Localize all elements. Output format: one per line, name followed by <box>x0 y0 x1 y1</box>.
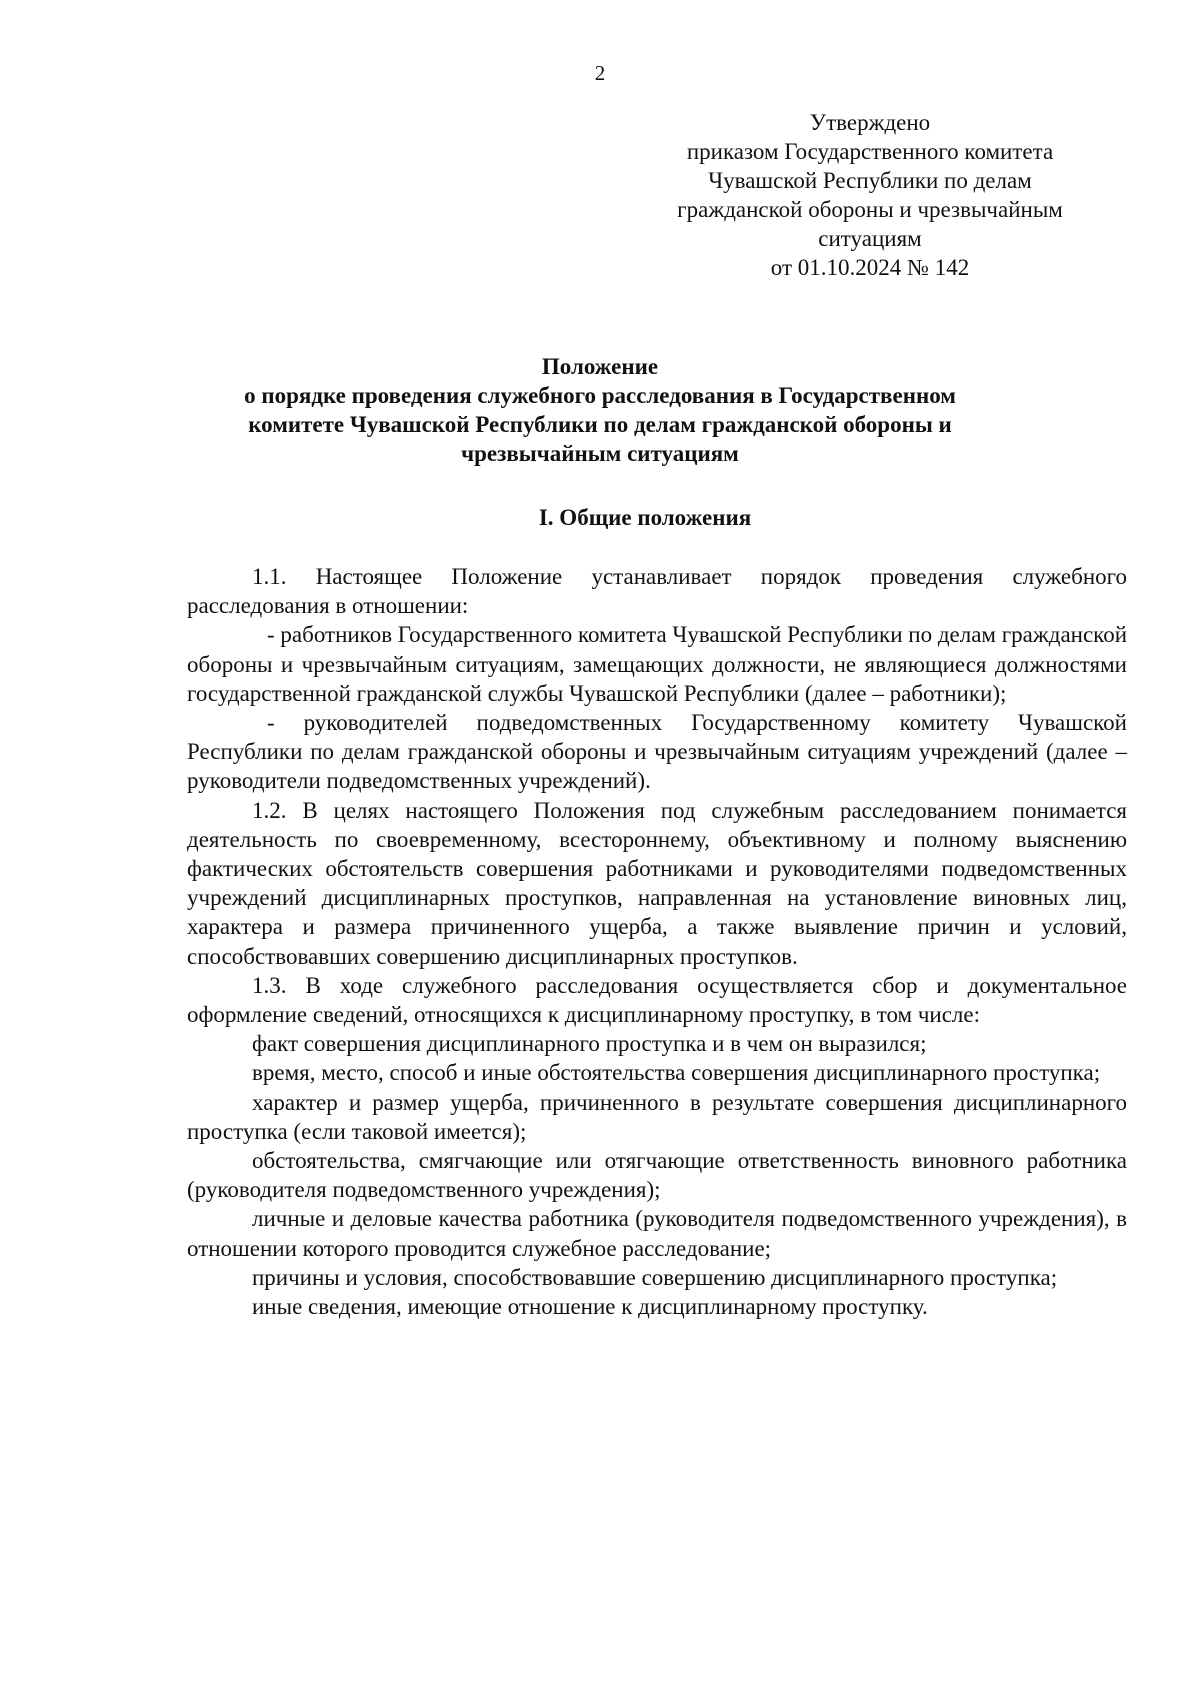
list-item: иные сведения, имеющие отношение к дисциплинарному проступку. <box>252 1294 928 1320</box>
title-line: Положение <box>541 354 659 379</box>
list-item: причины и условия, способствовавшие совершению дисциплинарного проступка; <box>252 1264 1058 1290</box>
list-item: обстоятельства, смягчающие или отягчающие ответственность виновного работника (руководителя подведомственного учреждения); <box>187 1148 1127 1203</box>
approval-stamp-block <box>640 108 1100 282</box>
list-item: характер и размер ущерба, причиненного в результате совершения дисциплинарного проступка (если таковой имеется); <box>187 1089 1127 1144</box>
approval-line: Утверждено <box>809 110 931 135</box>
approval-line: Чувашской Республики по делам <box>708 168 1032 193</box>
approval-line: приказом Государственного комитета <box>686 139 1054 164</box>
approval-line: ситуациям <box>818 226 922 251</box>
list-item: факт совершения дисциплинарного проступка и в чем он выразился; <box>252 1031 927 1057</box>
list-item-workers: - работников Государственного комитета Чувашской Республики по делам гражданской обороны и чрезвычайным ситуациям, замещающих должности, не являющиеся должностями государственной гражданской службы Чувашской Республики (далее – работники); <box>187 622 1127 706</box>
paragraph-1-2: 1.2. В целях настоящего Положения под служебным расследованием понимается деятельность по своевременному, всестороннему, объективному и полному выяснению фактических обстоятельств совершения работниками и руководителями подведомственных учреждений дисциплинарных проступков, направленная на установление виновных лиц, характера и размера причиненного ущерба, а также выявление причин и условий, способствовавших совершению дисциплинарных проступков. <box>187 797 1127 969</box>
document-title <box>160 352 1040 468</box>
page-number: 2 <box>594 61 606 85</box>
title-line: комитете Чувашской Республики по делам гражданской обороны и <box>248 412 952 437</box>
section-heading: I. Общие положения <box>538 505 752 530</box>
paragraph-1-1: 1.1. Настоящее Положение устанавливает порядок проведения служебного расследования в отношении: <box>187 564 1127 619</box>
approval-line: от 01.10.2024 № 142 <box>770 255 970 280</box>
approval-line: гражданской обороны и чрезвычайным <box>677 197 1063 222</box>
list-item: время, место, способ и иные обстоятельства совершения дисциплинарного проступка; <box>252 1060 1101 1086</box>
section-body <box>187 562 1127 1321</box>
list-item-heads: - руководителей подведомственных Государственному комитету Чувашской Республики по делам гражданской обороны и чрезвычайным ситуациям учреждений (далее – руководители подведомственных учреждений). <box>187 710 1127 794</box>
list-item: личные и деловые качества работника (руководителя подведомственного учреждения), в отношении которого проводится служебное расследование; <box>187 1206 1127 1261</box>
title-line: чрезвычайным ситуациям <box>461 441 739 466</box>
title-line: о порядке проведения служебного расследования в Государственном <box>244 383 956 408</box>
paragraph-1-3: 1.3. В ходе служебного расследования осуществляется сбор и документальное оформление сведений, относящихся к дисциплинарному проступку, в том числе: <box>187 972 1127 1028</box>
